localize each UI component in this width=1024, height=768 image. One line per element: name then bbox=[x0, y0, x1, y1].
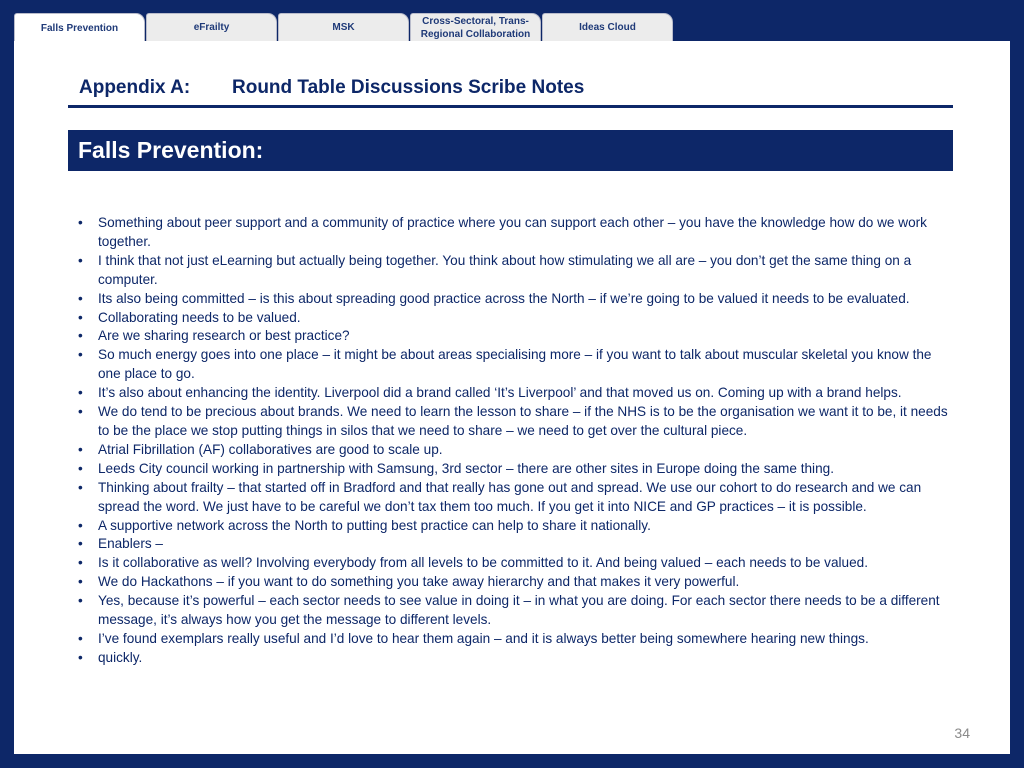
list-item: • Yes, because it’s powerful – each sector needs to see value in doing it – in what you are doing. For each sector there needs to be a different message, it’s always how you get the message to different levels. bbox=[76, 592, 951, 630]
tab-ideas-cloud[interactable]: Ideas Cloud bbox=[542, 13, 673, 41]
list-item: • We do tend to be precious about brands. We need to learn the lesson to share – if the NHS is to be the organisation we want it to be, it needs to be the place we stop putting things in silos that we need to share – we need to get over the cultural piece. bbox=[76, 403, 951, 441]
title-divider bbox=[68, 105, 953, 108]
section-banner: Falls Prevention: bbox=[68, 130, 953, 171]
list-item: • Are we sharing research or best practice? bbox=[76, 327, 951, 346]
tab-msk[interactable]: MSK bbox=[278, 13, 409, 41]
page-number: 34 bbox=[954, 725, 970, 741]
page-title bbox=[79, 77, 584, 99]
tab-bar bbox=[14, 13, 674, 42]
list-item: • Is it collaborative as well? Involving everybody from all levels to be committed to it. And being valued – each needs to be valued. bbox=[76, 554, 951, 573]
list-item: • We do Hackathons – if you want to do something you take away hierarchy and that makes it very powerful. bbox=[76, 573, 951, 592]
tab-cross-sectoral-collaboration[interactable]: Cross-Sectoral, Trans-Regional Collaboration bbox=[410, 13, 541, 41]
list-item: • A supportive network across the North to putting best practice can help to share it nationally. bbox=[76, 517, 951, 536]
list-item: • Its also being committed – is this about spreading good practice across the North – if we’re going to be valued it needs to be evaluated. bbox=[76, 290, 951, 309]
list-item: • Enablers – bbox=[76, 535, 951, 554]
list-item: • Collaborating needs to be valued. bbox=[76, 309, 951, 328]
list-item: • Atrial Fibrillation (AF) collaboratives are good to scale up. bbox=[76, 441, 951, 460]
list-item: • It’s also about enhancing the identity. Liverpool did a brand called ‘It’s Liverpool’ and that moved us on. Coming up with a brand helps. bbox=[76, 384, 951, 403]
tab-falls-prevention[interactable]: Falls Prevention bbox=[14, 13, 145, 42]
slide-page bbox=[14, 41, 1010, 754]
list-item: • Something about peer support and a community of practice where you can support each other – you have the knowledge how do we work together. bbox=[76, 214, 951, 252]
list-item: • quickly. bbox=[76, 649, 951, 668]
list-item: • I’ve found exemplars really useful and I’d love to hear them again – and it is always better being somewhere hearing new things. bbox=[76, 630, 951, 649]
list-item: • Leeds City council working in partnership with Samsung, 3rd sector – there are other sites in Europe doing the same thing. bbox=[76, 460, 951, 479]
list-item: • I think that not just eLearning but actually being together. You think about how stimulating we all are – you don’t get the same thing on a computer. bbox=[76, 252, 951, 290]
tab-efrailty[interactable]: eFrailty bbox=[146, 13, 277, 41]
appendix-title: Round Table Discussions Scribe Notes bbox=[232, 77, 585, 98]
list-item: • So much energy goes into one place – it might be about areas specialising more – if you want to talk about muscular skeletal you know the one place to go. bbox=[76, 346, 951, 384]
notes-list bbox=[76, 214, 951, 668]
appendix-label: Appendix A: bbox=[79, 77, 191, 98]
list-item: • Thinking about frailty – that started off in Bradford and that really has gone out and spread. We use our cohort to do research and we can spread the word. We just have to be careful we don’t tax them too much. If you get it into NICE and GP practices – it is possible. bbox=[76, 479, 951, 517]
